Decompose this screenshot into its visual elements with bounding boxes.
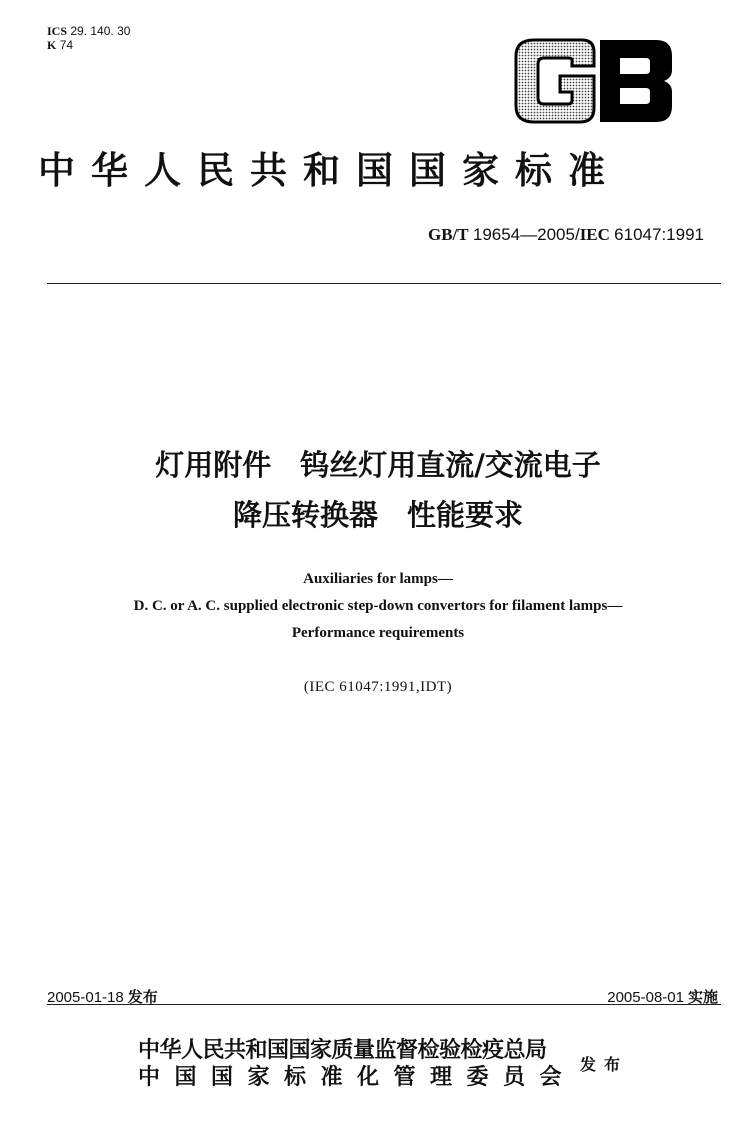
implementation-date-value: 2005-08-01 — [607, 989, 684, 1006]
issuer-line2: 中国国家标准化管理委员会 — [138, 1064, 577, 1090]
english-title-line1: Auxiliaries for lamps— — [303, 571, 453, 587]
english-title-line3: Performance requirements — [291, 625, 465, 641]
standard-prefix: GB/T — [427, 225, 469, 244]
issue-word: 发布 — [127, 988, 158, 1006]
ccs-code: 74 — [59, 38, 74, 52]
iec-number: 61047:1991 — [614, 225, 704, 244]
issue-date-value: 2005-01-18 — [47, 989, 124, 1006]
ccs-line — [47, 38, 130, 52]
classification-codes — [47, 24, 130, 52]
header-divider — [47, 283, 721, 284]
ics-code: 29. 140. 30 — [70, 24, 131, 38]
footer-divider — [47, 1004, 721, 1005]
chinese-title-line1: 灯用附件 钨丝灯用直流/交流电子 — [155, 448, 601, 482]
issuer-line1: 中华人民共和国国家质量监督检验检疫总局 — [138, 1037, 547, 1063]
gb-logo — [512, 36, 676, 126]
ics-line — [47, 24, 130, 38]
national-standard-title: 中华人民共和国国家标准 — [38, 148, 621, 192]
iec-prefix: IEC — [579, 225, 610, 244]
ccs-label: K — [47, 38, 57, 52]
ics-label: ICS — [47, 24, 68, 38]
standard-number-value: 19654—2005/ — [472, 225, 580, 244]
implementation-word: 实施 — [687, 988, 718, 1006]
chinese-title-line2: 降压转换器 性能要求 — [232, 498, 523, 532]
publish-word: 发布 — [580, 1055, 629, 1074]
iec-equivalence: (IEC 61047:1991,IDT) — [303, 679, 453, 695]
standard-number — [428, 224, 704, 246]
english-title-line2: D. C. or A. C. supplied electronic step-down convertors for filament lamps— — [133, 598, 623, 614]
